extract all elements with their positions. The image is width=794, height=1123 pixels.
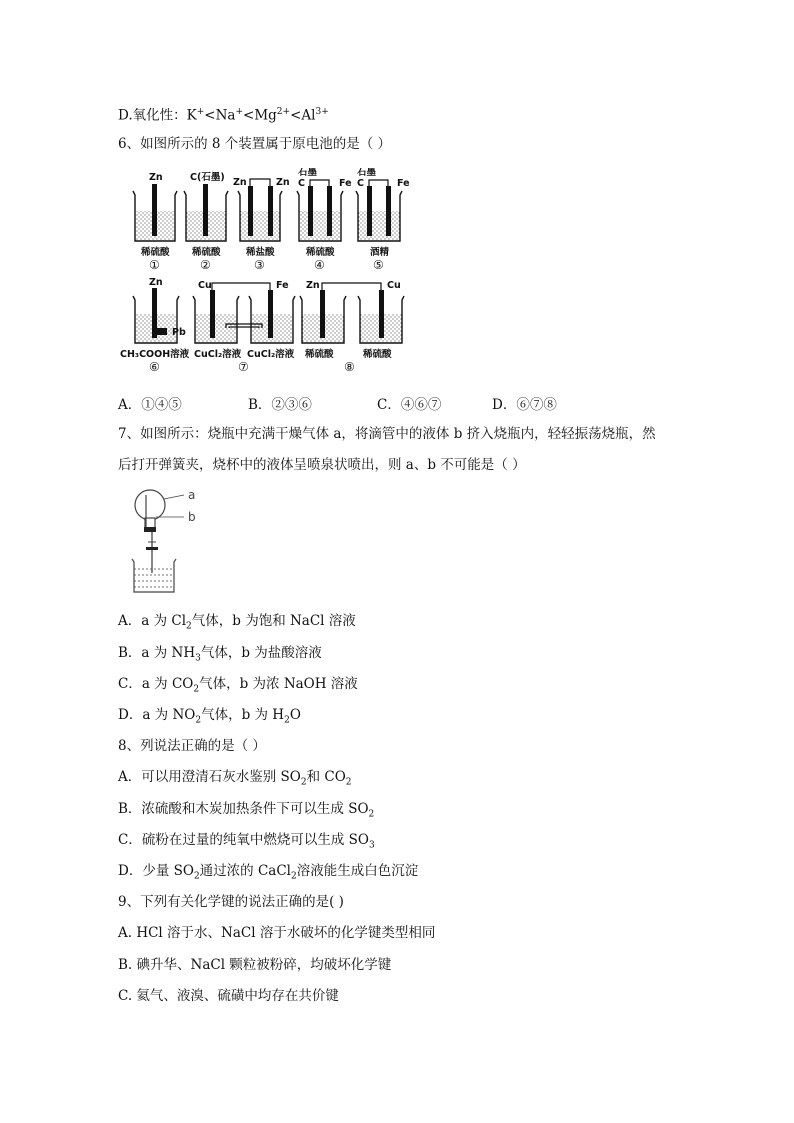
subscript: 2 (284, 715, 290, 726)
subscript: 2 (368, 809, 375, 820)
less-than: < (290, 107, 302, 124)
solution-label-6: CH₃COOH溶液 (120, 349, 190, 360)
electrode-1 (152, 184, 157, 236)
electrode-3b (268, 186, 273, 236)
device-5 (356, 168, 410, 272)
electrode-label-zn: Zn (306, 280, 320, 291)
solution-3 (240, 211, 280, 241)
electrode-2 (203, 184, 208, 236)
device-1 (133, 172, 177, 272)
q7-option-c[interactable] (118, 675, 358, 699)
q8-option-a[interactable] (118, 768, 352, 792)
device-num-6: ⑥ (149, 360, 160, 373)
wire-3 (250, 179, 270, 186)
electrode-3a (248, 186, 253, 236)
electrode-label-cu: Cu (198, 280, 212, 291)
electrode-label-graphite: 石墨 (357, 168, 377, 178)
solution-4 (299, 211, 341, 241)
electrode-8-zn (320, 290, 325, 338)
electrode-label-cu: Cu (387, 280, 401, 291)
solution-5 (358, 211, 400, 241)
q7-option-a[interactable] (118, 612, 356, 636)
electrode-5a (367, 186, 372, 236)
device-8 (300, 280, 404, 373)
subscript: 2 (300, 777, 307, 788)
less-than: < (243, 107, 255, 124)
ion-mg: Mg (254, 107, 277, 124)
q7-option-b[interactable] (118, 644, 322, 668)
label-b: b (188, 510, 196, 524)
q8-option-c[interactable] (118, 831, 375, 855)
q6-option-c[interactable]: C．④⑥⑦ (377, 397, 442, 413)
text: B．浓硫酸和木炭加热条件下可以生成 SO (118, 801, 369, 817)
q6-option-d[interactable]: D．⑥⑦⑧ (492, 397, 557, 413)
electrode-label-fe: Fe (339, 178, 352, 189)
electrode-label-fe: Fe (276, 280, 289, 291)
electrode-label-zn: Zn (276, 177, 290, 188)
electrode-label-zn: Zn (149, 277, 163, 288)
text: C．a 为 CO (118, 676, 194, 692)
ion-na: Na (215, 107, 236, 124)
q8-option-b[interactable] (118, 800, 374, 824)
device-3 (233, 177, 290, 272)
electrode-label-c: C (357, 178, 364, 189)
q9-option-a[interactable]: A. HCl 溶于水、NaCl 溶于水破坏的化学键类型相同 (118, 925, 436, 941)
charge: 3+ (315, 107, 329, 117)
device-num-5: ⑤ (373, 258, 384, 272)
text: 溶液能生成白色沉淀 (296, 863, 419, 879)
device-num-7: ⑦ (238, 360, 249, 373)
wire-7 (212, 283, 270, 290)
solution-label-7b: CuCl₂溶液 (247, 349, 295, 360)
ion-al: Al (301, 107, 316, 124)
charge: + (235, 107, 244, 117)
text: 气体，b 为盐酸溶液 (200, 645, 322, 661)
text: D．a 为 NO (118, 707, 196, 723)
q6-option-b[interactable]: B．②③⑥ (248, 397, 312, 413)
text: A．可以用澄清石灰水鉴别 SO (118, 769, 301, 785)
subscript: 2 (195, 715, 202, 726)
stopper (144, 527, 156, 532)
electrode-label-graphite: 石墨 (298, 168, 318, 178)
device-7 (193, 280, 295, 373)
q6-figure (118, 168, 418, 373)
solution-label-1: 稀硫酸 (141, 247, 170, 258)
text: 气体，b 为 H (201, 707, 285, 723)
text: 和 CO (306, 769, 346, 785)
electrode-label-zn: Zn (233, 177, 247, 188)
text: D．少量 SO (118, 863, 194, 879)
ion-k: K (186, 107, 197, 124)
wire-8 (322, 283, 381, 290)
q9-option-c[interactable]: C. 氦气、液溴、硫磺中均存在共价键 (118, 988, 339, 1004)
solution-label-2: 稀硫酸 (192, 247, 221, 258)
label-a: a (188, 488, 196, 502)
q8-stem: 8、列说法正确的是（ ） (118, 738, 266, 754)
electrode-5b (386, 186, 391, 236)
electrode-8-cu (379, 290, 384, 338)
text: 气体，b 为饱和 NaCl 溶液 (191, 613, 356, 629)
q7-option-d[interactable] (118, 706, 301, 730)
device-num-2: ② (200, 258, 211, 272)
charge: 2+ (276, 107, 291, 117)
solution-label-4: 稀硫酸 (306, 247, 335, 258)
q6-stem: 6、如图所示的 8 个装置属于原电池的是（ ） (118, 136, 392, 152)
wire-5 (369, 180, 388, 186)
q7-stem-line2: 后打开弹簧夹，烧杯中的液体呈喷泉状喷出，则 a、b 不可能是（ ） (118, 457, 526, 473)
q5-option-d-prefix: D.氧化性： (118, 107, 187, 124)
subscript: 3 (195, 653, 201, 664)
q8-option-d[interactable] (118, 862, 418, 886)
electrode-label-fe: Fe (397, 178, 410, 189)
device-6 (120, 277, 190, 373)
electrode-label-pb: Pb (172, 327, 186, 338)
flask (135, 490, 165, 520)
device-num-3: ③ (254, 258, 265, 272)
electrode-4b (327, 186, 332, 236)
electrode-4a (308, 186, 313, 236)
device-num-8: ⑧ (344, 360, 355, 373)
text: 通过浓的 CaCl (199, 863, 291, 879)
electrode-7-cu (210, 290, 215, 338)
text: C．硫粉在过量的纯氧中燃烧可以生成 SO (118, 832, 369, 848)
less-than: < (204, 107, 216, 124)
q6-options (118, 393, 678, 413)
q7-fountain-figure (122, 487, 212, 597)
q5-option-d (118, 103, 329, 125)
solution-label-7a: CuCl₂溶液 (194, 349, 242, 360)
subscript: 2 (345, 777, 352, 788)
q7-stem-line1: 7、如图所示：烧瓶中充满干燥气体 a，将滴管中的液体 b 挤入烧瓶内，轻轻振荡烧瓶，然 (118, 426, 656, 442)
device-num-4: ④ (314, 258, 325, 272)
q9-stem: 9、下列有关化学键的说法正确的是( ) (118, 894, 344, 910)
solution-label-5: 酒精 (370, 247, 390, 258)
clip (146, 547, 158, 550)
text: A．a 为 Cl (118, 613, 187, 629)
subscript: 2 (291, 871, 297, 882)
electrode-label-zn: Zn (149, 172, 163, 183)
electrode-7-fe (268, 290, 273, 338)
device-2 (184, 171, 228, 272)
device-num-1: ① (149, 258, 160, 272)
text: B．a 为 NH (118, 645, 196, 661)
subscript: 2 (186, 621, 192, 632)
electrode-6-pb (152, 328, 167, 335)
charge: + (196, 107, 205, 117)
q6-option-a[interactable]: A．①④⑤ (118, 397, 182, 413)
solution-label-3: 稀盐酸 (246, 247, 275, 258)
subscript: 2 (193, 684, 200, 695)
wire-4 (310, 180, 329, 186)
device-4 (297, 168, 352, 272)
subscript: 3 (368, 840, 375, 851)
subscript: 2 (193, 871, 200, 882)
solution-7a (195, 314, 237, 343)
text: O (289, 707, 301, 723)
text: 气体，b 为浓 NaOH 溶液 (199, 676, 358, 692)
electrode-label-c: C (298, 178, 305, 189)
q9-option-b[interactable]: B. 碘升华、NaCl 颗粒被粉碎，均破坏化学键 (118, 957, 392, 973)
solution-label-8a: 稀硫酸 (305, 349, 334, 360)
solution-label-8b: 稀硫酸 (363, 349, 392, 360)
electrode-label-c: C(石墨) (190, 172, 225, 183)
